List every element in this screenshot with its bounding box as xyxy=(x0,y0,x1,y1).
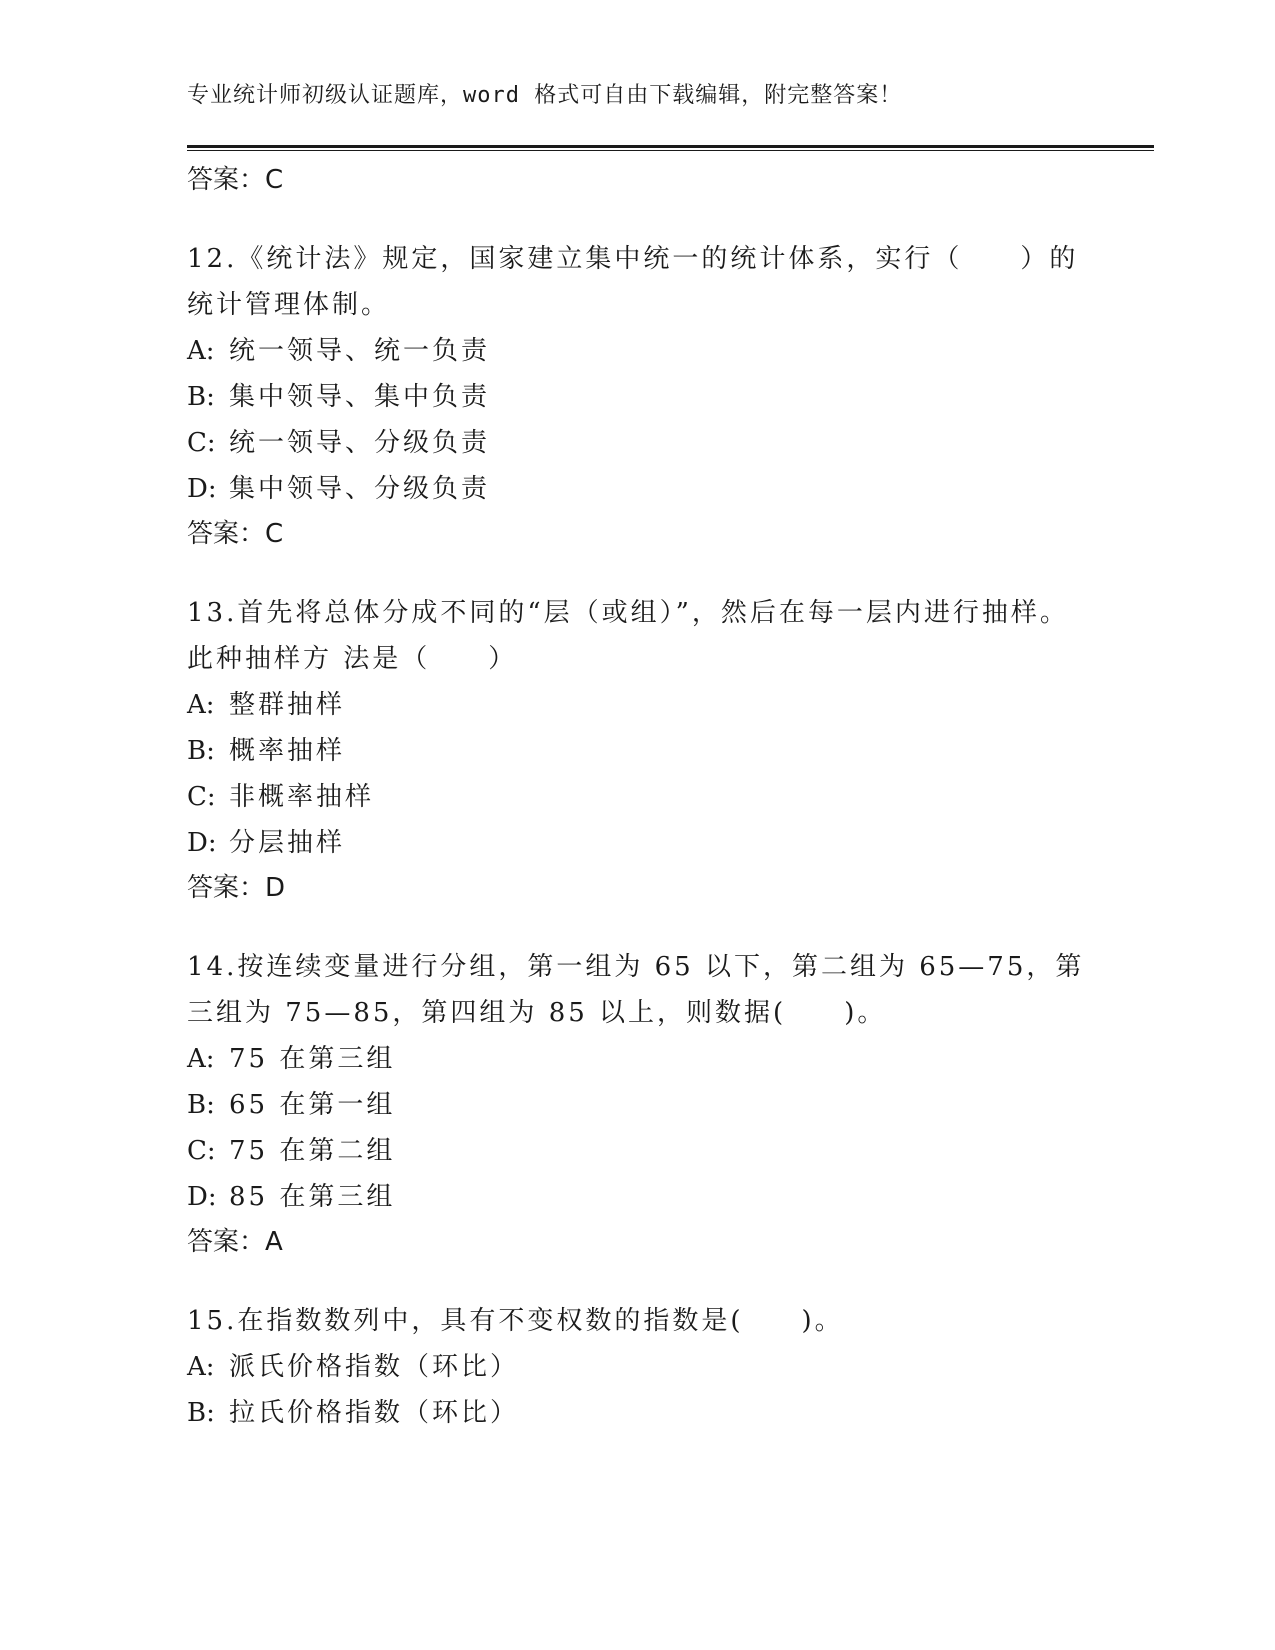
option-text: 统一领导、统一负责 xyxy=(229,336,491,366)
option-a xyxy=(187,1344,1087,1390)
option-c xyxy=(187,1128,1087,1174)
question-12 xyxy=(187,236,1087,556)
option-text: 概率抽样 xyxy=(229,736,346,766)
option-d xyxy=(187,466,1087,512)
option-label: A: xyxy=(187,1352,215,1382)
option-label: C: xyxy=(187,1136,216,1166)
option-text: 分层抽样 xyxy=(229,828,346,858)
option-a xyxy=(187,1036,1087,1082)
option-label: A: xyxy=(187,1044,215,1074)
option-text: 65 在第一组 xyxy=(229,1090,396,1120)
option-label: A: xyxy=(187,336,215,366)
question-stem: 14.按连续变量进行分组，第一组为 65 以下，第二组为 65—75，第三组为 75—85，第四组为 85 以上，则数据( )。 xyxy=(187,952,1085,1028)
option-text: 统一领导、分级负责 xyxy=(229,428,491,458)
option-b xyxy=(187,374,1087,420)
page-header: 专业统计师初级认证题库，word 格式可自由下载编辑，附完整答案！ xyxy=(187,83,903,108)
question-14 xyxy=(187,944,1087,1264)
option-b xyxy=(187,1082,1087,1128)
answer-line: 答案：D xyxy=(187,873,286,903)
option-text: 85 在第三组 xyxy=(229,1182,396,1212)
option-label: B: xyxy=(187,1090,215,1120)
option-text: 75 在第三组 xyxy=(229,1044,396,1074)
option-d xyxy=(187,1174,1087,1220)
question-stem: 12.《统计法》规定，国家建立集中统一的统计体系，实行（ ）的统计管理体制。 xyxy=(187,244,1079,320)
option-label: D: xyxy=(187,474,217,504)
option-text: 非概率抽样 xyxy=(229,782,375,812)
header-rule xyxy=(187,145,1154,148)
option-a xyxy=(187,682,1087,728)
question-list xyxy=(187,158,1087,1436)
option-c xyxy=(187,420,1087,466)
answer-line: 答案：C xyxy=(187,519,284,549)
question-stem: 13.首先将总体分成不同的“层（或组）”，然后在每一层内进行抽样。此种抽样方 法是（ ） xyxy=(187,598,1069,674)
option-label: D: xyxy=(187,828,217,858)
option-label: C: xyxy=(187,428,216,458)
option-c xyxy=(187,774,1087,820)
option-text: 整群抽样 xyxy=(229,690,346,720)
option-label: D: xyxy=(187,1182,217,1212)
option-label: B: xyxy=(187,1398,215,1428)
option-text: 集中领导、集中负责 xyxy=(229,382,491,412)
option-d xyxy=(187,820,1087,866)
option-label: C: xyxy=(187,782,216,812)
option-b xyxy=(187,728,1087,774)
option-text: 集中领导、分级负责 xyxy=(229,474,491,504)
option-text: 派氏价格指数（环比） xyxy=(229,1352,520,1382)
question-15 xyxy=(187,1298,1087,1436)
answer-line: 答案：C xyxy=(187,165,284,195)
option-text: 拉氏价格指数（环比） xyxy=(229,1398,520,1428)
option-a xyxy=(187,328,1087,374)
option-text: 75 在第二组 xyxy=(229,1136,396,1166)
answer-line: 答案：A xyxy=(187,1227,283,1257)
option-b xyxy=(187,1390,1087,1436)
question-stem: 15.在指数数列中，具有不变权数的指数是( )。 xyxy=(187,1306,844,1336)
option-label: B: xyxy=(187,736,215,766)
option-label: A: xyxy=(187,690,215,720)
header-rule-thin xyxy=(187,150,1154,151)
question-13 xyxy=(187,590,1087,910)
option-label: B: xyxy=(187,382,215,412)
